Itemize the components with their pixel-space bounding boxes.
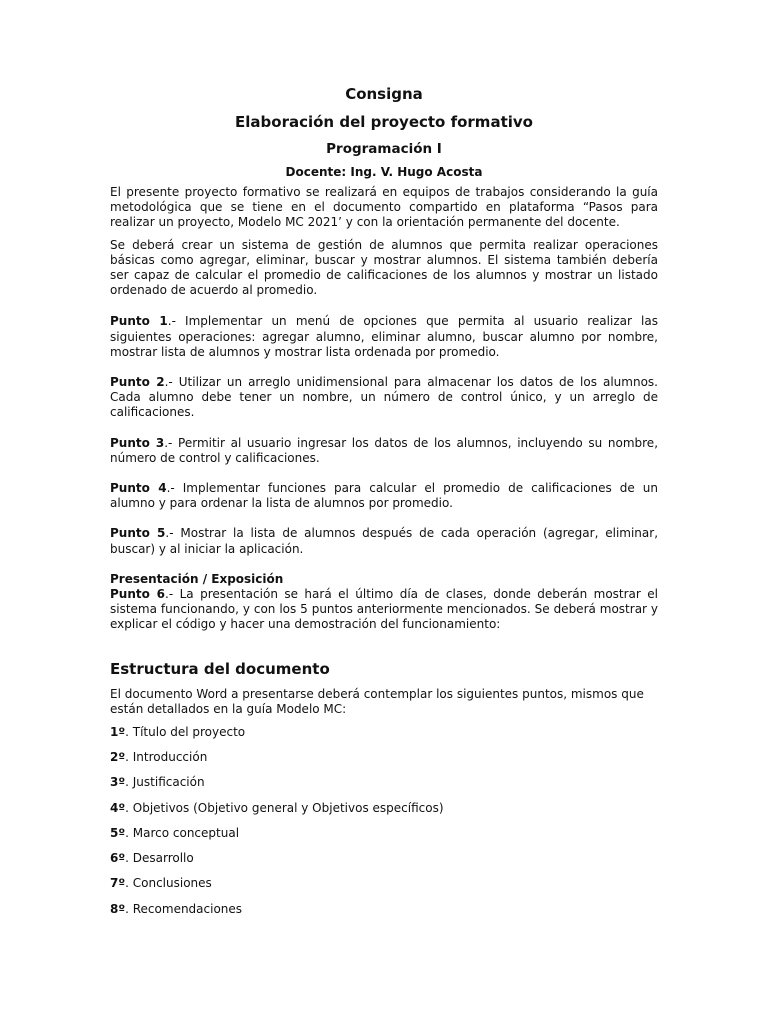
item-number: 5º bbox=[110, 825, 126, 840]
item-text: . Introducción bbox=[125, 750, 208, 765]
punto-label: Punto 4 bbox=[110, 481, 167, 496]
item-number: 2º bbox=[110, 750, 126, 765]
list-item bbox=[110, 801, 658, 816]
punto-label: Punto 1 bbox=[110, 314, 168, 329]
intro-paragraph: El presente proyecto formativo se realizará en equipos de trabajos considerando la guía metodológica que se tiene en el documento compartido en plataforma “Pasos para realizar un proyecto, Modelo MC 2021’ y con la orientación permanente del docente. bbox=[110, 185, 658, 230]
presentacion-heading: Presentación / Exposición bbox=[110, 571, 284, 586]
docente-line: Docente: Ing. V. Hugo Acosta bbox=[285, 165, 483, 179]
item-text: . Marco conceptual bbox=[125, 825, 240, 840]
punto-text: .- Utilizar un arreglo unidimensional para almacenar los datos de los alumnos. Cada alumno debe tener un nombre, un número de control único, y un arreglo de calificaciones. bbox=[110, 375, 658, 420]
punto-label: Punto 3 bbox=[110, 435, 165, 450]
list-item bbox=[110, 725, 658, 740]
list-item bbox=[110, 775, 658, 790]
punto-text: .- La presentación se hará el último día de clases, donde deberán mostrar el sistema funcionando, y con los 5 puntos anteriormente mencionados. Se deberá mostrar y explicar el código y hacer una demostración del funcionamiento: bbox=[110, 587, 658, 632]
list-item bbox=[110, 876, 658, 891]
list-item bbox=[110, 826, 658, 841]
document-subtitle: Elaboración del proyecto formativo bbox=[235, 113, 533, 131]
item-text: . Objetivos (Objetivo general y Objetivos específicos) bbox=[125, 800, 444, 815]
list-item bbox=[110, 851, 658, 866]
document-body bbox=[110, 84, 658, 927]
list-item bbox=[110, 750, 658, 765]
item-number: 6º bbox=[110, 851, 126, 866]
item-number: 1º bbox=[110, 725, 126, 740]
estructura-intro: El documento Word a presentarse deberá contemplar los siguientes puntos, mismos que están detallados en la guía Modelo MC: bbox=[110, 686, 644, 716]
punto-text: .- Permitir al usuario ingresar los datos de los alumnos, incluyendo su nombre, número de control y calificaciones. bbox=[110, 435, 659, 465]
item-text: . Desarrollo bbox=[125, 851, 194, 866]
punto-label: Punto 6 bbox=[110, 587, 166, 602]
item-number: 7º bbox=[110, 876, 126, 891]
document-title: Consigna bbox=[345, 85, 423, 103]
punto-label: Punto 5 bbox=[110, 526, 166, 541]
item-text: . Recomendaciones bbox=[125, 901, 243, 916]
punto-1 bbox=[110, 314, 658, 360]
item-number: 3º bbox=[110, 775, 126, 790]
punto-4 bbox=[110, 481, 658, 511]
intro-paragraph: Se deberá crear un sistema de gestión de alumnos que permita realizar operaciones básicas como agregar, eliminar, buscar y mostrar alumnos. El sistema también debería ser capaz de calcular el promedio de calificaciones de los alumnos y mostrar un listado ordenado de acuerdo al promedio. bbox=[110, 237, 658, 298]
punto-5 bbox=[110, 526, 658, 556]
course-name: Programación I bbox=[326, 141, 442, 157]
punto-6 bbox=[110, 587, 658, 633]
punto-label: Punto 2 bbox=[110, 375, 165, 390]
punto-3 bbox=[110, 436, 658, 466]
estructura-heading: Estructura del documento bbox=[110, 659, 330, 678]
item-number: 8º bbox=[110, 901, 126, 916]
punto-text: .- Implementar funciones para calcular el promedio de calificaciones de un alumno y para ordenar la lista de alumnos por promedio. bbox=[110, 481, 658, 511]
punto-2 bbox=[110, 375, 658, 421]
item-text: . Conclusiones bbox=[125, 876, 212, 891]
punto-text: .- Mostrar la lista de alumnos después de cada operación (agregar, eliminar, buscar) y al iniciar la aplicación. bbox=[110, 526, 659, 556]
list-item bbox=[110, 902, 658, 917]
item-text: . Título del proyecto bbox=[125, 725, 246, 740]
estructura-list bbox=[110, 725, 658, 917]
item-number: 4º bbox=[110, 800, 126, 815]
punto-text: .- Implementar un menú de opciones que permita al usuario realizar las siguientes operaciones: agregar alumno, eliminar alumno, buscar alumno por nombre, mostrar lista de alumnos y mostrar lista ordenada por promedio. bbox=[110, 314, 658, 359]
item-text: . Justificación bbox=[125, 775, 205, 790]
